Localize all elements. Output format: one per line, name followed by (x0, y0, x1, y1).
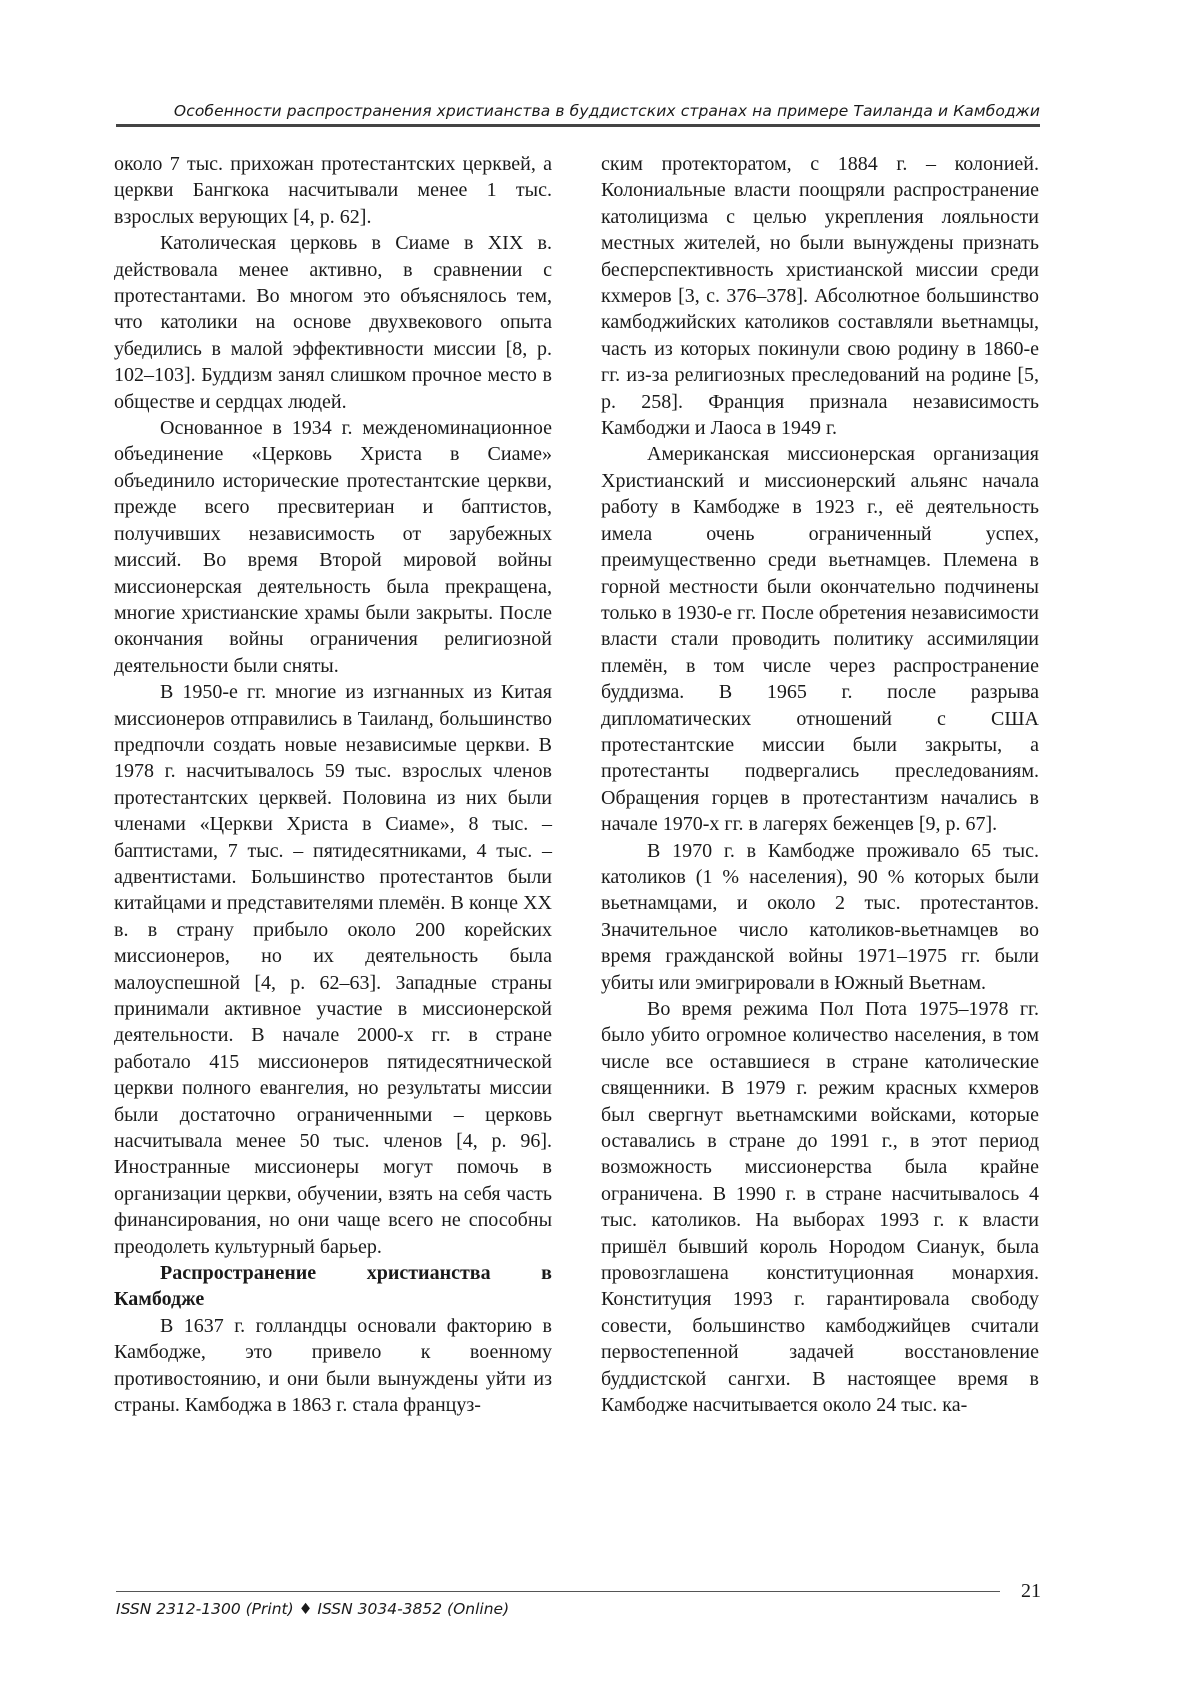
page-number: 21 (1021, 1580, 1041, 1602)
right-column (601, 151, 1039, 1419)
paragraph: В 1950-е гг. многие из изгнанных из Китая миссионеров отправились в Таиланд, большинство предпочли создать новые независимые церкви. В 1978 г. насчитывалось 59 тыс. взрослых членов протестантских церквей. Половина из них были членами «Церкви Христа в Сиаме», 8 тыс. – баптистами, 7 тыс. – пятидесятниками, 4 тыс. – адвентистами. Большинство протестантов были китайцами и представителями племён. В конце XX в. в страну прибыло около 200 корейских миссионеров, но их деятельность была малоуспешной [4, p. 62–63]. Западные страны принимали активное участие в миссионерской деятельности. В начале 2000-х гг. в стране работало 415 миссионеров пятидесятнической церкви полного евангелия, но результаты миссии были достаточно ограниченными – церковь насчитывала менее 50 тыс. членов [4, p. 96]. Иностранные миссионеры могут помочь в организации церкви, обучении, взять на себя часть финансирования, но они чаще всего не способны преодолеть культурный барьер. (114, 681, 552, 1258)
left-column (114, 151, 552, 1419)
header-divider (116, 124, 1040, 127)
paragraph: около 7 тыс. прихожан протестантских церквей, а церкви Бангкока насчитывали менее 1 тыс. взрослых верующих [4, p. 62]. (114, 153, 552, 228)
footer-divider (116, 1591, 1000, 1592)
paragraph: ским протекторатом, с 1884 г. – колонией. Колониальные власти поощряли распространение католицизма с целью укрепления лояльности местных жителей, но были вынуждены признать бесперспективность христианской миссии среди кхмеров [3, с. 376–378]. Абсолютное большинство камбоджийских католиков составляли вьетнамцы, часть из которых покинули свою родину в 1860-е гг. из-за религиозных преследований на родине [5, p. 258]. Франция признала независимость Камбоджи и Лаоса в 1949 г. (601, 153, 1039, 440)
paragraph: Католическая церковь в Сиаме в XIX в. действовала менее активно, в сравнении с протестантами. Во многом это объяснялось тем, что католики на основе двухвекового опыта убедились в малой эффективности миссии [8, p. 102–103]. Буддизм занял слишком прочное место в обществе и сердцах людей. (114, 232, 552, 413)
paragraph: Основанное в 1934 г. межденоминационное объединение «Церковь Христа в Сиаме» объединило исторические протестантские церкви, прежде всего пресвитериан и баптистов, получивших независимость от зарубежных миссий. Во время Второй мировой войны миссионерская деятельность была прекращена, многие христианские храмы были закрыты. После окончания войны ограничения религиозной деятельности были сняты. (114, 417, 552, 677)
section-heading: Распространение христианства в Камбодже (114, 1262, 552, 1311)
paragraph: В 1970 г. в Камбодже проживало 65 тыс. католиков (1 % населения), 90 % которых были вьетнамцами, и около 2 тыс. протестантов. Значительное число католиков-вьетнамцев во время гражданской войны 1971–1975 гг. были убиты или эмигрировали в Южный Вьетнам. (601, 839, 1039, 994)
paragraph: В 1637 г. голландцы основали факторию в Камбодже, это привело к военному противостоянию, и они были вынуждены уйти из страны. Камбоджа в 1863 г. стала француз- (114, 1314, 552, 1417)
paragraph: Американская миссионерская организация Христианский и миссионерский альянс начала работу в Камбодже в 1923 г., её деятельность имела очень ограниченный успех, преимущественно среди вьетнамцев. Племена в горной местности были окончательно подчинены только в 1930-е гг. После обретения независимости власти стали проводить политику ассимиляции племён, в том числе через распространение буддизма. В 1965 г. после разрыва дипломатических отношений с США протестантские миссии были закрыты, а протестанты подвергались преследованиям. Обращения горцев в протестантизм начались в начале 1970-х гг. в лагерях беженцев [9, p. 67]. (601, 443, 1039, 836)
paragraph: Во время режима Пол Пота 1975–1978 гг. было убито огромное количество населения, в том числе все оставшиеся в стране католические священники. В 1979 г. режим красных кхмеров был свергнут вьетнамскими войсками, которые оставались в стране до 1991 г., в этот период возможность миссионерства была крайне ограничена. В 1990 г. в стране насчитывалось 4 тыс. католиков. На выборах 1993 г. к власти пришёл бывший король Нородом Сианук, была провозглашена конституционная монархия. Конституция 1993 г. гарантировала свободу совести, большинство камбоджийцев считали первостепенной задачей восстановление буддистской сангхи. В настоящее время в Камбодже насчитывается около 24 тыс. ка- (601, 998, 1039, 1417)
journal-issn: ISSN 2312-1300 (Print) ♦ ISSN 3034-3852 (Online) (116, 1600, 510, 1618)
running-title: Особенности распространения христианства в буддистских странах на примере Таиланда и Камбоджи (173, 102, 1040, 120)
